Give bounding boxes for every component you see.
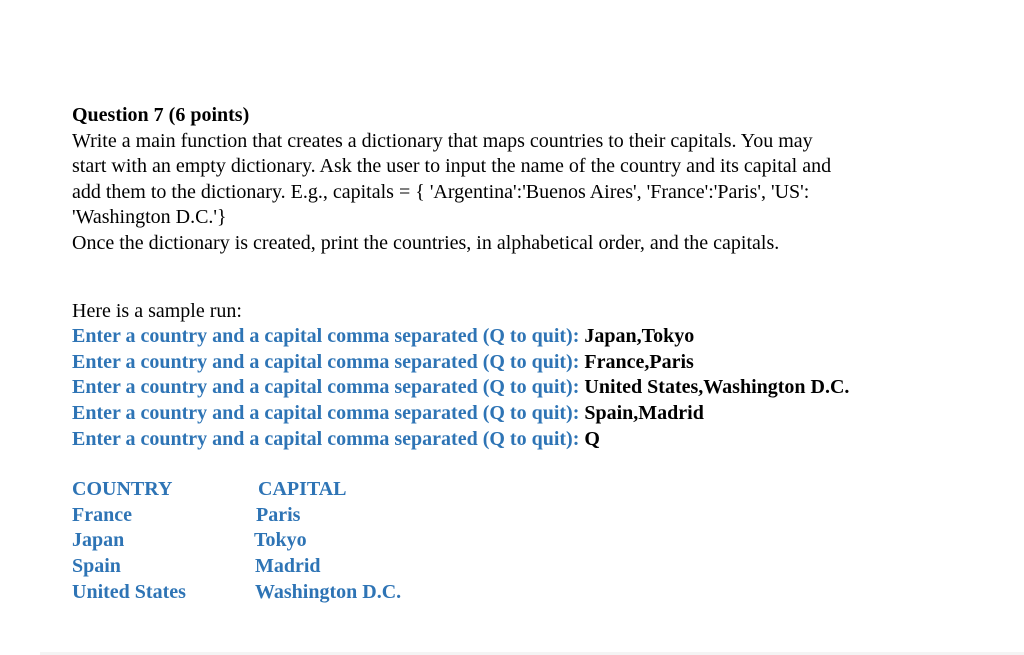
capital-cell: Madrid [255, 554, 321, 577]
input-prompt: Enter a country and a capital comma separated (Q to quit): [72, 427, 585, 450]
user-answer: United States,Washington D.C. [584, 376, 850, 399]
output-table [72, 477, 972, 605]
sample-run-line [72, 427, 972, 453]
sample-run-intro: Here is a sample run: [72, 299, 242, 322]
output-row [72, 580, 972, 606]
input-prompt: Enter a country and a capital comma separated (Q to quit): [72, 401, 585, 424]
input-prompt: Enter a country and a capital comma separated (Q to quit): [72, 376, 585, 399]
country-cell: Spain [72, 554, 121, 577]
country-cell: France [72, 503, 132, 526]
user-answer: Q [584, 427, 600, 450]
section-spacer [72, 257, 972, 299]
input-prompt: Enter a country and a capital comma separated (Q to quit): [72, 325, 585, 348]
section-spacer [72, 452, 972, 477]
output-row [72, 503, 972, 529]
output-row [72, 554, 972, 580]
question-title: Question 7 (6 points) [72, 104, 250, 126]
sample-run-block [72, 324, 972, 452]
sample-run-line [72, 375, 972, 401]
question-body-line: 'Washington D.C.'} [72, 206, 227, 229]
question-body-line: start with an empty dictionary. Ask the user to input the name of the country and its capital and [72, 155, 832, 178]
question-body-line: Once the dictionary is created, print the countries, in alphabetical order, and the capitals. [72, 231, 780, 254]
user-answer: Japan,Tokyo [584, 325, 695, 348]
capital-cell: Paris [256, 503, 301, 526]
country-cell: United States [72, 580, 186, 603]
sample-run-line [72, 350, 972, 376]
country-cell: Japan [72, 529, 125, 552]
user-answer: France,Paris [584, 350, 694, 373]
capital-cell: Washington D.C. [255, 580, 402, 603]
sample-run-line [72, 324, 972, 350]
country-header: COUNTRY [72, 478, 173, 501]
input-prompt: Enter a country and a capital comma separated (Q to quit): [72, 350, 585, 373]
sample-run-line [72, 401, 972, 427]
output-header-row [72, 477, 972, 503]
capital-header: CAPITAL [258, 478, 347, 501]
question-body-line: add them to the dictionary. E.g., capitals = { 'Argentina':'Buenos Aires', 'France':'Paris', 'US': [72, 180, 810, 203]
question-body-line: Write a main function that creates a dictionary that maps countries to their capitals. You may [72, 129, 813, 152]
capital-cell: Tokyo [254, 529, 307, 552]
user-answer: Spain,Madrid [584, 401, 704, 424]
output-row [72, 528, 972, 554]
question-document [72, 103, 972, 605]
